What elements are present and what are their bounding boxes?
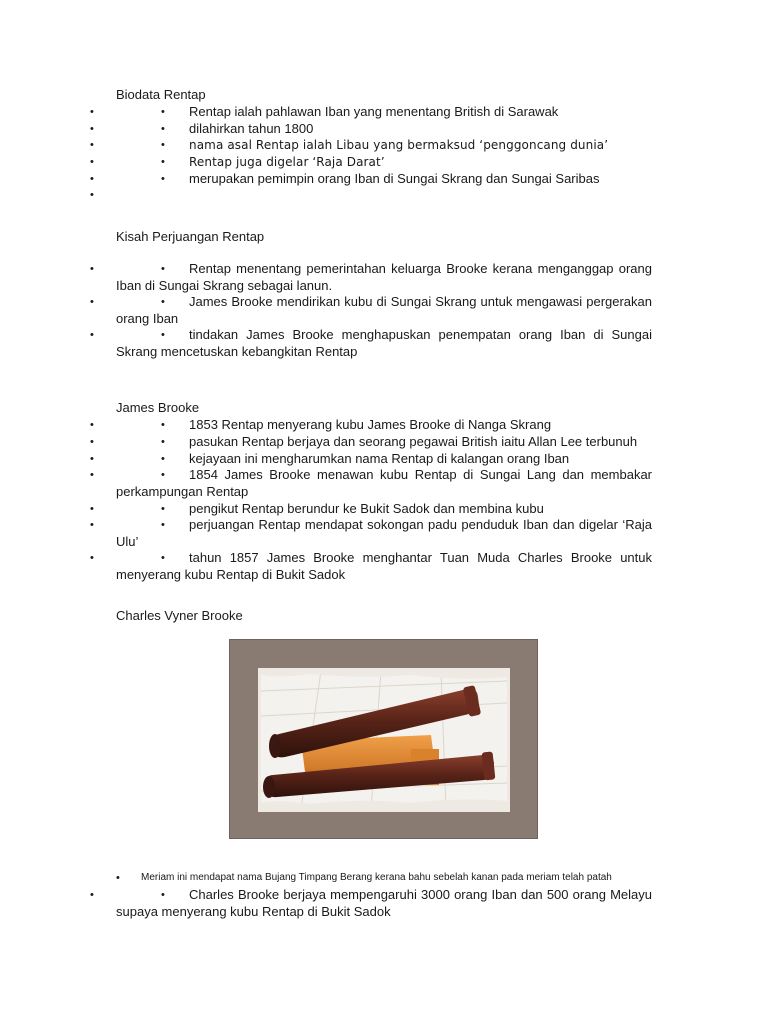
list-item-body xyxy=(116,417,652,434)
list-item-text: Charles Brooke berjaya mempengaruhi 3000 orang Iban dan 500 orang Melayu supaya menyerang kubu Rentap di Bukit Sadok xyxy=(116,887,652,919)
list-item-text: James Brooke mendirikan kubu di Sungai Skrang untuk mengawasi pergerakan orang Iban xyxy=(116,294,652,326)
inner-bullet: • xyxy=(161,552,165,564)
list-item-text: Rentap juga digelar ‘Raja Darat’ xyxy=(189,155,385,169)
inner-bullet: • xyxy=(161,453,165,465)
inner-bullet: • xyxy=(161,139,165,151)
list-item-body xyxy=(116,451,652,468)
outer-bullet: • xyxy=(90,139,94,151)
inner-bullet: • xyxy=(161,106,165,118)
list-item-text: tahun 1857 James Brooke menghantar Tuan Muda Charles Brooke untuk menyerang kubu Rentap di Bukit Sadok xyxy=(116,550,652,582)
outer-bullet: • xyxy=(90,419,94,431)
list-item-text: nama asal Rentap ialah Libau yang bermaksud ‘penggoncang dunia’ xyxy=(189,138,609,152)
outer-bullet: • xyxy=(116,872,120,884)
list-item-text: 1853 Rentap menyerang kubu James Brooke di Nanga Skrang xyxy=(189,417,552,432)
outer-bullet: • xyxy=(90,503,94,515)
outer-bullet: • xyxy=(90,519,94,531)
cannon-photo xyxy=(261,671,507,809)
inner-bullet: • xyxy=(161,469,165,481)
outer-bullet: • xyxy=(90,106,94,118)
list-item-text: tindakan James Brooke menghapuskan penempatan orang Iban di Sungai Skrang mencetuskan kebangkitan Rentap xyxy=(116,327,652,359)
list-item-body xyxy=(116,327,652,360)
inner-bullet: • xyxy=(161,173,165,185)
inner-bullet: • xyxy=(161,436,165,448)
inner-bullet: • xyxy=(161,296,165,308)
outer-bullet: • xyxy=(90,889,94,901)
list-item-text: pasukan Rentap berjaya dan seorang pegawai British iaitu Allan Lee terbunuh xyxy=(189,434,638,449)
list-item-body xyxy=(116,261,652,294)
inner-bullet: • xyxy=(161,419,165,431)
list-item-text: kejayaan ini mengharumkan nama Rentap di kalangan orang Iban xyxy=(189,451,570,466)
inner-bullet: • xyxy=(161,889,165,901)
list-item-text: merupakan pemimpin orang Iban di Sungai Skrang dan Sungai Saribas xyxy=(189,171,600,186)
inner-bullet: • xyxy=(161,503,165,515)
section-heading-james: James Brooke xyxy=(116,400,200,415)
list-item-text: perjuangan Rentap mendapat sokongan padu penduduk Iban dan digelar ‘Raja Ulu’ xyxy=(116,517,652,549)
inner-bullet: • xyxy=(161,156,165,168)
inner-bullet: • xyxy=(161,329,165,341)
figure-caption: Meriam ini mendapat nama Bujang Timpang Berang kerana bahu sebelah kanan pada meriam telah patah xyxy=(141,872,612,883)
outer-bullet: • xyxy=(90,296,94,308)
inner-bullet: • xyxy=(161,263,165,275)
section-heading-charles: Charles Vyner Brooke xyxy=(116,608,243,623)
outer-bullet: • xyxy=(90,453,94,465)
list-item-text: Rentap ialah pahlawan Iban yang menentang British di Sarawak xyxy=(189,104,559,119)
list-item-body xyxy=(116,550,652,583)
inner-bullet: • xyxy=(161,519,165,531)
inner-bullet: • xyxy=(161,123,165,135)
list-item-body xyxy=(116,467,652,500)
outer-bullet: • xyxy=(90,189,94,201)
outer-bullet: • xyxy=(90,469,94,481)
section-heading-biodata: Biodata Rentap xyxy=(116,87,206,102)
outer-bullet: • xyxy=(90,263,94,275)
cannon-photo-frame xyxy=(229,639,538,839)
list-item-body xyxy=(116,517,652,550)
list-item-body xyxy=(116,434,652,451)
list-item-text: Rentap menentang pemerintahan keluarga Brooke kerana menganggap orang Iban di Sungai Skrang sebagai lanun. xyxy=(116,261,652,293)
cannon-illustration xyxy=(261,671,507,809)
outer-bullet: • xyxy=(90,156,94,168)
list-item-body xyxy=(116,501,652,518)
outer-bullet: • xyxy=(90,123,94,135)
list-item-text: 1854 James Brooke menawan kubu Rentap di Sungai Lang dan membakar perkampungan Rentap xyxy=(116,467,652,499)
outer-bullet: • xyxy=(90,173,94,185)
outer-bullet: • xyxy=(90,436,94,448)
list-item-body xyxy=(116,294,652,327)
outer-bullet: • xyxy=(90,329,94,341)
outer-bullet: • xyxy=(90,552,94,564)
list-item-text: dilahirkan tahun 1800 xyxy=(189,121,314,136)
section-heading-kisah: Kisah Perjuangan Rentap xyxy=(116,229,265,244)
list-item-text: pengikut Rentap berundur ke Bukit Sadok dan membina kubu xyxy=(189,501,544,516)
list-item-body xyxy=(116,887,652,920)
